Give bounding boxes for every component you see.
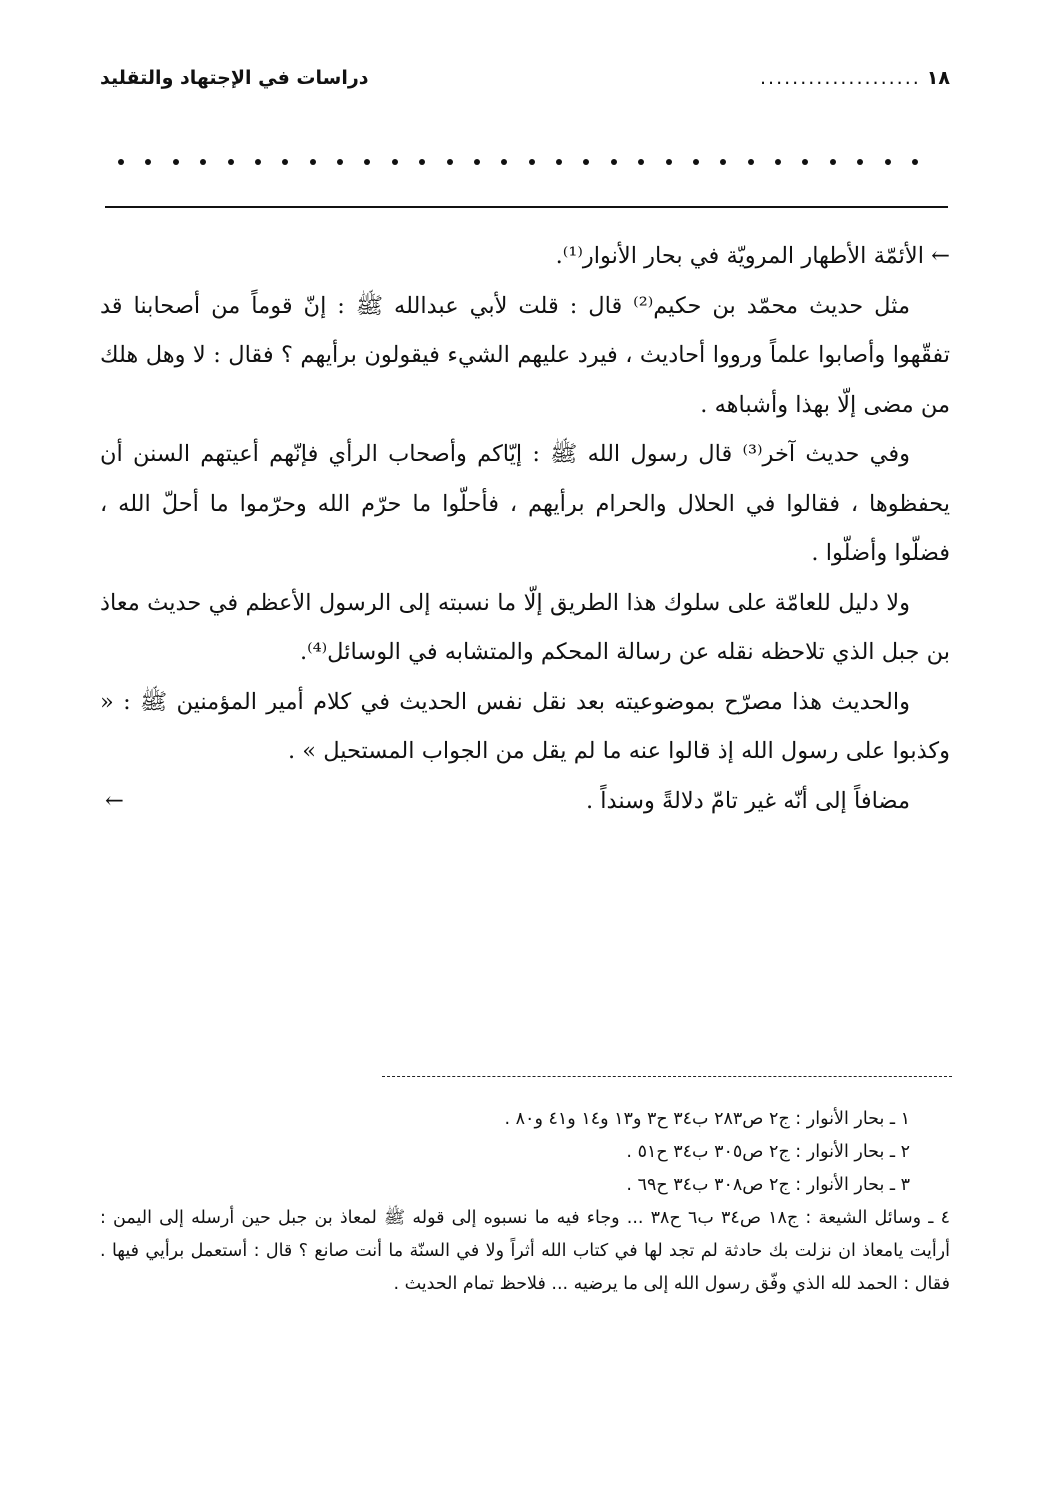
paragraph-amir: والحديث هذا مصرّح بموضوعيته بعد نقل نفس الحديث في كلام أمير المؤمنين ﷺ : « وكذبوا على رسول الله إذ قالوا عنه ما لم يقل من الجواب المستحيل » . xyxy=(100,688,950,764)
ornament-dot xyxy=(392,159,398,165)
footnote-1: ١ ـ بحار الأنوار : ج٢ ص٢٨٣ ب٣٤ ح٣ و١٣ و١٤ و٤١ و٨٠ . xyxy=(504,1109,910,1129)
continue-arrow-icon: ← xyxy=(105,787,124,814)
ornament-dot xyxy=(912,159,918,165)
footnote-3: ٣ ـ بحار الأنوار : ج٢ ص٣٠٨ ب٣٤ ح٦٩ . xyxy=(626,1175,910,1195)
paragraph-hadith-ray: وفي حديث آخر⁽³⁾ قال رسول الله ﷺ : إيّاكم وأصحاب الرأي فإنّهم أعيتهم السنن أن يحفظوها ، فقالوا في الحلال والحرام برأيهم ، فأحلّوا ما حرّم الله وحرّموا ما أحلّ الله ، فضلّوا وأضلّوا . xyxy=(100,441,950,566)
ornament-dot xyxy=(638,159,644,165)
ornament-dot xyxy=(802,159,808,165)
ornament-dot xyxy=(583,159,589,165)
ornament-dot xyxy=(474,159,480,165)
ornament-dot xyxy=(228,159,234,165)
ornament-dot xyxy=(830,159,836,165)
ornament-dot xyxy=(419,159,425,165)
ornament-dot xyxy=(255,159,261,165)
paragraph-conclusion xyxy=(100,777,950,827)
paragraph-hadith-hakim: مثل حديث محمّد بن حكيم⁽²⁾ قال : قلت لأبي عبدالله ﷺ : إنّ قوماً من أصحابنا قد تفقّهوا وأصابوا علماً ورووا أحاديث ، فيرد عليهم الشيء فيقولون برأيهم ؟ فقال : لا وهل هلك من مضى إلّا بهذا وأشباهه . xyxy=(100,292,950,418)
ornament-dot xyxy=(857,159,863,165)
ornament-dot xyxy=(310,159,316,165)
paragraph-continuation: ← الأئمّة الأطهار المرويّة في بحار الأنوار⁽¹⁾. xyxy=(555,243,950,269)
ornament-dot xyxy=(556,159,562,165)
footnotes xyxy=(100,1103,950,1301)
ornament-dot xyxy=(611,159,617,165)
conclusion-text: مضافاً إلى أنّه غير تامّ دلالةً وسنداً . xyxy=(585,787,910,814)
ornament-dot xyxy=(720,159,726,165)
ornament-dot xyxy=(364,159,370,165)
ornament-dot xyxy=(447,159,453,165)
running-header xyxy=(100,58,950,98)
ornament-dot xyxy=(529,159,535,165)
header-divider xyxy=(105,206,948,208)
footnote-4: ٤ ـ وسائل الشيعة : ج١٨ ص٣٤ ب٦ ح٣٨ ... وجاء فيه ما نسبوه إلى قوله ﷺ لمعاذ بن جبل حين أرسله إلى اليمن : أرأيت يامعاذ ان نزلت بك حادثة لم تجد لها في كتاب الله أثراً ولا في السنّة ما أنت صانع ؟ قال : أستعمل برأيي فيها . فقال : الحمد لله الذي وفّق رسول الله إلى ما يرضيه ... فلاحظ تمام الحديث . xyxy=(100,1208,950,1294)
ornament-dot xyxy=(501,159,507,165)
ornament-dot xyxy=(885,159,891,165)
ornament-dot xyxy=(693,159,699,165)
page-number: ١٨ xyxy=(926,67,950,89)
footnote-2: ٢ ـ بحار الأنوار : ج٢ ص٣٠٥ ب٣٤ ح٥١ . xyxy=(626,1142,910,1162)
ornament-dot xyxy=(173,159,179,165)
main-text xyxy=(100,232,950,826)
ornament-dot xyxy=(118,159,124,165)
ornamental-dot-row xyxy=(118,150,918,174)
paragraph-muadh: ولا دليل للعامّة على سلوك هذا الطريق إلّا ما نسبته إلى الرسول الأعظم في حديث معاذ بن جبل الذي تلاحظه نقله عن رسالة المحكم والمتشابه في الوسائل⁽⁴⁾. xyxy=(100,589,950,665)
ornament-dot xyxy=(200,159,206,165)
ornament-dot xyxy=(666,159,672,165)
ornament-dot xyxy=(748,159,754,165)
footnote-separator xyxy=(382,1076,952,1077)
ornament-dot xyxy=(775,159,781,165)
leader-dots: .................... xyxy=(760,67,921,89)
book-title: دراسات في الإجتهاد والتقليد xyxy=(100,67,369,89)
ornament-dot xyxy=(145,159,151,165)
ornament-dot xyxy=(282,159,288,165)
ornament-dot xyxy=(337,159,343,165)
